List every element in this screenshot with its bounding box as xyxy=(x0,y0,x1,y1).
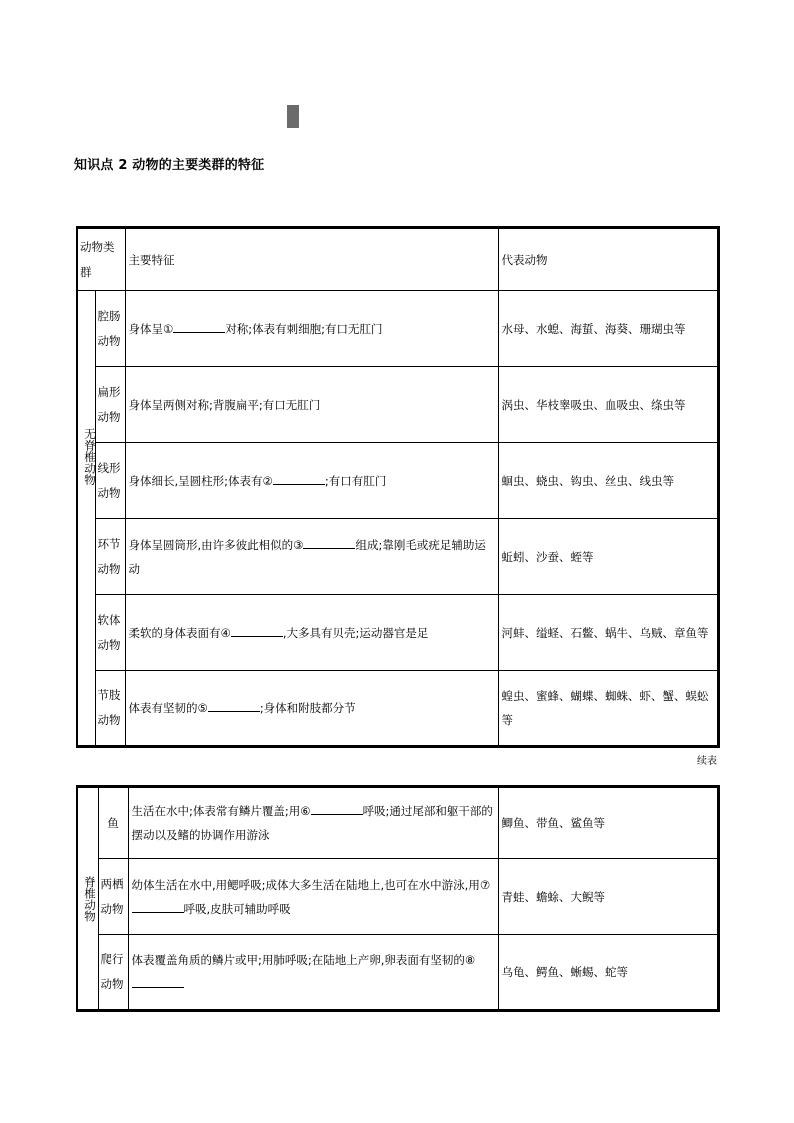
table-row xyxy=(77,859,718,935)
table-row xyxy=(77,291,718,367)
table-row xyxy=(77,671,718,747)
header-group: 动物类群 xyxy=(77,228,125,291)
row-features: 幼体生活在水中,用鳃呼吸;成体大多生活在陆地上,也可在水中游泳,用⑦呼吸,皮肤可辅助呼吸 xyxy=(128,859,498,935)
row-name: 鱼 xyxy=(98,787,128,859)
row-features: 身体呈两侧对称;背腹扁平;有口无肛门 xyxy=(125,367,498,443)
vertebrate-table xyxy=(76,785,720,1012)
table-row xyxy=(77,443,718,519)
section-marker xyxy=(287,105,299,128)
row-examples: 涡虫、华枝睾吸虫、血吸虫、绦虫等 xyxy=(498,367,718,443)
header-features: 主要特征 xyxy=(125,228,498,291)
continued-label: 续表 xyxy=(697,756,717,767)
row-features: 柔软的身体表面有④ ,大多具有贝壳;运动器官是足 xyxy=(125,595,498,671)
row-name: 两栖动物 xyxy=(98,859,128,935)
row-name: 线形动物 xyxy=(95,443,125,519)
table-header-row xyxy=(77,228,718,291)
row-name: 软体动物 xyxy=(95,595,125,671)
row-features: 身体呈① 对称;体表有刺细胞;有口无肛门 xyxy=(125,291,498,367)
group-label-text: 脊椎动物 xyxy=(83,875,97,922)
row-features: 体表覆盖角质的鳞片或甲;用肺呼吸;在陆地上产卵,卵表面有坚韧的⑧ xyxy=(128,935,498,1011)
table-row xyxy=(77,367,718,443)
section-heading: 知识点 2 动物的主要类群的特征 xyxy=(74,158,265,173)
row-examples: 鲫鱼、带鱼、鲨鱼等 xyxy=(498,787,718,859)
row-examples: 水母、水螅、海蜇、海葵、珊瑚虫等 xyxy=(498,291,718,367)
row-examples: 蝗虫、蜜蜂、蝴蝶、蜘蛛、虾、蟹、蜈蚣等 xyxy=(498,671,718,747)
answer-blank[interactable] xyxy=(208,697,260,712)
row-examples: 青蛙、蟾蜍、大鲵等 xyxy=(498,859,718,935)
answer-blank[interactable] xyxy=(132,898,184,913)
row-features: 生活在水中;体表常有鳞片覆盖;用⑥ 呼吸;通过尾部和躯干部的摆动以及鳍的协调作用游泳 xyxy=(128,787,498,859)
vertebrate-group xyxy=(77,787,98,1011)
table-row xyxy=(77,787,718,859)
row-features: 身体呈圆筒形,由许多彼此相似的③ 组成;靠刚毛或疣足辅助运动 xyxy=(125,519,498,595)
answer-blank[interactable] xyxy=(273,470,325,485)
row-examples: 蚯蚓、沙蚕、蛭等 xyxy=(498,519,718,595)
row-features: 体表有坚韧的⑤ ;身体和附肢都分节 xyxy=(125,671,498,747)
animal-groups-table xyxy=(76,226,720,748)
header-examples: 代表动物 xyxy=(498,228,718,291)
table-row xyxy=(77,935,718,1011)
answer-blank[interactable] xyxy=(303,534,355,549)
group-label-text: 无脊椎动物 xyxy=(83,428,97,486)
table-row xyxy=(77,519,718,595)
invertebrate-group-label xyxy=(78,428,96,486)
row-examples: 乌龟、鳄鱼、蜥蜴、蛇等 xyxy=(498,935,718,1011)
table-row xyxy=(77,595,718,671)
row-name: 扁形动物 xyxy=(95,367,125,443)
row-features: 身体细长,呈圆柱形;体表有② ;有口有肛门 xyxy=(125,443,498,519)
answer-blank[interactable] xyxy=(231,622,283,637)
row-name: 腔肠动物 xyxy=(95,291,125,367)
invertebrate-group-bottom xyxy=(77,595,95,747)
row-examples: 蛔虫、蛲虫、钩虫、丝虫、线虫等 xyxy=(498,443,718,519)
row-examples: 河蚌、缢蛏、石鳖、蜗牛、乌贼、章鱼等 xyxy=(498,595,718,671)
row-name: 爬行动物 xyxy=(98,935,128,1011)
row-name: 环节动物 xyxy=(95,519,125,595)
answer-blank[interactable] xyxy=(311,800,363,815)
row-name: 节肢动物 xyxy=(95,671,125,747)
answer-blank[interactable] xyxy=(132,973,184,988)
answer-blank[interactable] xyxy=(173,318,225,333)
